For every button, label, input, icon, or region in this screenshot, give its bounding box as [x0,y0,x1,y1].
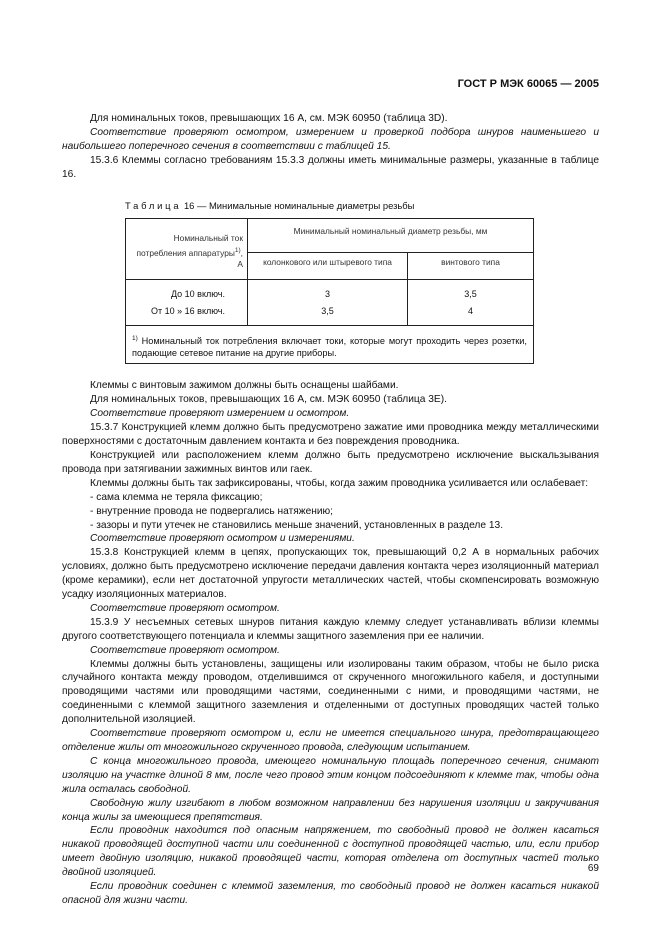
table-row [126,280,534,301]
table-caption-word: Таблица [125,199,182,211]
footnote-mark: 1) [132,335,138,343]
group-header: Минимальный номинальный диаметр резьбы, мм [248,219,534,253]
table-footnote [126,326,534,364]
cell-column-type: 3 [248,280,408,301]
document-header: ГОСТ Р МЭК 60065 — 2005 [457,78,599,90]
paragraph: 15.3.9 У несъемных сетевых шнуров питания каждую клемму следует устанавливать вблизи клеммы другого соответствующего потенциала и клеммы защитного заземления при ее наличии. [62,616,599,642]
compliance-paragraph: Соответствие проверяют осмотром и, если не имеется специального шнура, предотвращающего отделение жилы от многожильного скрученного провода, следующим испытанием. [62,728,599,753]
paragraph: Для номинальных токов, превышающих 16 А, см. МЭК 60950 (таблица 3Е). [90,394,447,406]
column-header-footnote-mark: 1) [234,246,241,254]
body-paragraphs [62,379,599,907]
column-header-unit: , А [237,247,243,270]
paragraph: - внутренние провода не подвергались натяжению; [90,505,334,517]
paragraph: Клеммы должны быть установлены, защищены или изолированы таким образом, чтобы не было риска случайного контакта между проводом, отделившимся от скрученного многожильного кабеля, и доступными проводящими частями или проводящими частями, соединенными с ними, и проводящими частями, не соединенными с клеммой защитного заземления и отделенными от доступных проводящих частей только дополнительной изоляцией. [62,658,599,726]
paragraph: Клеммы должны быть так зафиксированы, чтобы, когда зажим проводника усиливается или ослабевает: [90,477,589,489]
paragraph: - сама клемма не теряла фиксацию; [90,491,263,503]
compliance-paragraph: Соответствие проверяют измерением и осмотром. [90,408,350,420]
subheader-screw-type: винтового типа [408,253,534,280]
paragraph: Клеммы с винтовым зажимом должны быть оснащены шайбами. [90,380,399,392]
table-caption [125,199,599,213]
compliance-paragraph: С конца многожильного провода, имеющего номинальную площадь поперечного сечения, снимают изоляцию на участке длиной 8 мм, после чего провод этим концом подсоединяют к клемме так, чтобы одна жила осталась свободной. [62,755,599,795]
table-caption-text: 16 — Минимальные номинальные диаметры резьбы [183,199,415,211]
paragraph: Для номинальных токов, превышающих 16 А, см. МЭК 60950 (таблица 3D). [90,113,448,124]
column-header-current-text: Номинальный ток потребления аппаратуры [136,233,243,258]
paragraph: - зазоры и пути утечек не становились меньше значений, установленных в разделе 13. [90,519,504,531]
compliance-paragraph: Свободную жилу изгибают в любом возможном направлении без нарушения изоляции и закручивания конца жилы за имеющиеся препятствия. [62,797,599,823]
table-footnote-row [126,326,534,364]
cell-screw-type: 4 [408,301,534,326]
thread-diameter-table [125,218,534,364]
compliance-paragraph: Соответствие проверяют осмотром и измерениями. [90,533,355,545]
paragraph: 15.3.6 Клеммы согласно требованиям 15.3.3 должны иметь минимальные размеры, указанные в таблице 16. [62,154,599,180]
page-content [62,112,599,908]
compliance-paragraph: Соответствие проверяют осмотром. [90,602,280,614]
subheader-column-type: колонкового или штыревого типа [248,253,408,280]
cell-current: От 10 » 16 включ. [126,301,248,326]
compliance-paragraph: Соответствие проверяют осмотром, измерением и проверкой подбора шнуров наименьшего и наибольшего поперечного сечения в соответствии с таблицей 15. [62,126,599,152]
paragraph: Конструкцией или расположением клемм должно быть предусмотрено исключение выскальзывания провода при затягивании зажимных винтов или гаек. [62,449,599,475]
page-number: 69 [587,863,599,874]
compliance-paragraph: Если проводник соединен с клеммой заземления, то свободный провод не должен касаться никакой опасной для жизни части. [62,881,599,906]
compliance-paragraph: Соответствие проверяют осмотром. [90,644,280,656]
column-header-current [126,219,248,280]
compliance-paragraph: Если проводник находится под опасным напряжением, то свободный провод не должен касаться никакой проводящей доступной части или соединенной с доступной проводящей частью, или, если прибор имеет двойную изоляцию, никакой проводящей части, которая отделена от доступных частей только двойной изоляцией. [62,825,599,879]
footnote-text: Номинальный ток потребления включает токи, которые могут проходить через розетки, подающие сетевое питание на другие приборы. [132,336,527,358]
cell-current: До 10 включ. [126,280,248,301]
paragraph: 15.3.8 Конструкцией клемм в цепях, пропускающих ток, превышающий 0,2 А в нормальных рабочих условиях, должно быть предусмотрено исключение передачи давления контакта через изоляционный материал (кроме керамики), если нет достаточной упругости металлических частей, чтобы скомпенсировать возможную усадку изоляционных материалов. [62,547,599,601]
paragraph: 15.3.7 Конструкцией клемм должно быть предусмотрено зажатие ими проводника между металлическими поверхностями с достаточным давлением контакта и без повреждения проводника. [62,422,599,448]
cell-screw-type: 3,5 [408,280,534,301]
cell-column-type: 3,5 [248,301,408,326]
table-row [126,301,534,326]
